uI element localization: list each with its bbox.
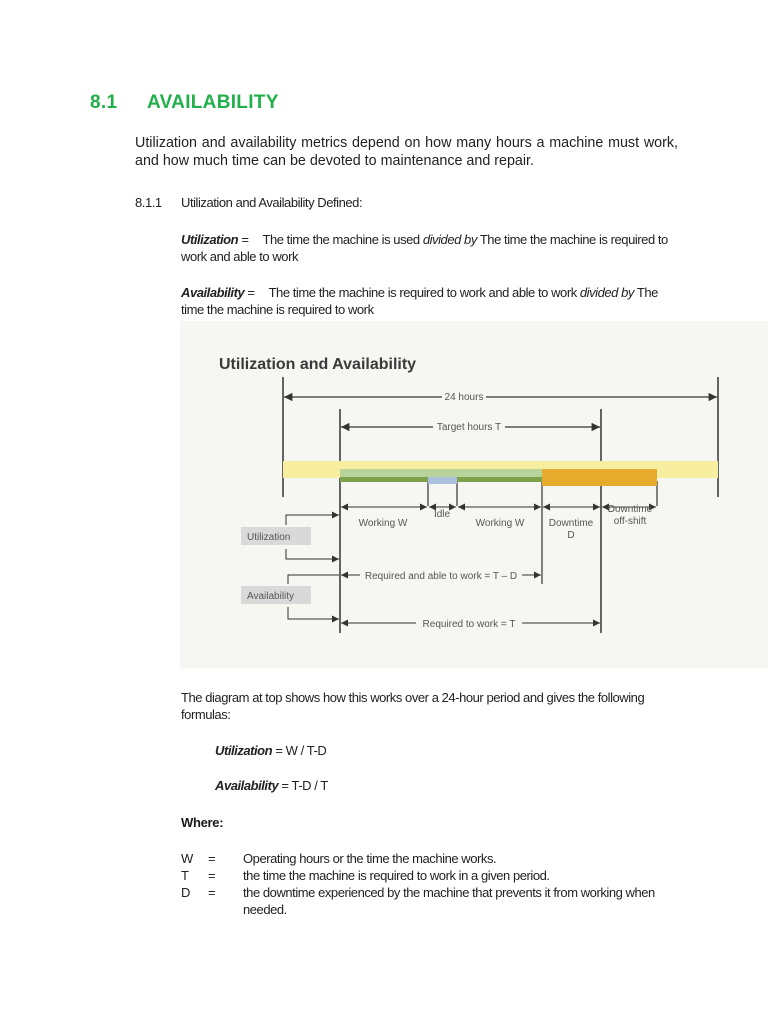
formula-availability bbox=[215, 778, 328, 793]
where-equals: = bbox=[208, 868, 216, 883]
availability-part1: The time the machine is required to work and able to work bbox=[268, 285, 580, 300]
label-idle: Idle bbox=[433, 509, 451, 520]
where-list bbox=[181, 850, 681, 918]
label-offshift-1: Downtime bbox=[607, 504, 653, 515]
intro-paragraph: Utilization and availability metrics depend on how many hours a machine must work, and how much time can be devoted to maintenance and repair. bbox=[135, 135, 678, 169]
utilization-divided: divided by bbox=[422, 232, 477, 247]
where-label: Where: bbox=[181, 815, 224, 830]
diagram-svg bbox=[180, 321, 768, 668]
availability-box-label: Availability bbox=[247, 591, 295, 602]
section-heading bbox=[90, 92, 279, 114]
subsection-title: Utilization and Availability Defined: bbox=[181, 195, 363, 210]
bar-idle bbox=[428, 477, 457, 484]
where-symbol: T bbox=[181, 868, 189, 883]
utilization-definition bbox=[181, 231, 679, 265]
bar-downtime bbox=[542, 469, 657, 486]
utilization-part1: The time the machine is used bbox=[262, 232, 423, 247]
label-working-1: Working W bbox=[358, 518, 408, 529]
label-24-hours: 24 hours bbox=[444, 392, 484, 403]
utilization-availability-diagram bbox=[180, 321, 768, 668]
availability-bracket-top bbox=[288, 575, 339, 584]
where-symbol: W bbox=[181, 851, 193, 866]
where-equals: = bbox=[208, 851, 216, 866]
label-downtime: Downtime bbox=[548, 518, 594, 529]
formula-availability-term: Availability bbox=[215, 778, 279, 793]
utilization-term: Utilization bbox=[181, 232, 239, 247]
formula-availability-rest: = T-D / T bbox=[278, 778, 328, 793]
list-item bbox=[181, 884, 681, 918]
label-working-2: Working W bbox=[475, 518, 525, 529]
availability-term: Availability bbox=[181, 285, 245, 300]
utilization-part2: The time the machine is required to work and able to work bbox=[181, 232, 668, 264]
diagram-explanation: The diagram at top shows how this works over a 24-hour period and gives the following formulas: bbox=[181, 690, 645, 722]
where-text: the time the machine is required to work in a given period. bbox=[243, 868, 550, 883]
utilization-eq: = bbox=[238, 232, 249, 247]
availability-bracket-bottom bbox=[288, 607, 339, 619]
availability-definition bbox=[181, 284, 679, 318]
label-required-able: Required and able to work = T – D bbox=[364, 571, 518, 582]
utilization-box-label: Utilization bbox=[247, 532, 291, 543]
subsection-number: 8.1.1 bbox=[135, 195, 162, 210]
formula-utilization-rest: = W / T-D bbox=[272, 743, 327, 758]
label-offshift-2: off-shift bbox=[613, 516, 647, 527]
availability-part2: The time the machine is required to work bbox=[181, 285, 658, 317]
where-text: the downtime experienced by the machine that prevents it from working when needed. bbox=[243, 885, 655, 917]
list-item bbox=[181, 850, 681, 867]
where-text: Operating hours or the time the machine works. bbox=[243, 851, 497, 866]
where-symbol: D bbox=[181, 885, 190, 900]
diagram-title: Utilization and Availability bbox=[219, 356, 417, 373]
label-downtime-d: D bbox=[567, 530, 575, 541]
label-required: Required to work = T bbox=[422, 619, 516, 630]
availability-eq: = bbox=[244, 285, 255, 300]
bar-target-light bbox=[340, 469, 542, 477]
availability-divided: divided by bbox=[579, 285, 634, 300]
formula-utilization-term: Utilization bbox=[215, 743, 273, 758]
where-equals: = bbox=[208, 885, 216, 900]
section-title: AVAILABILITY bbox=[147, 92, 279, 113]
utilization-bracket-bottom bbox=[286, 549, 339, 559]
utilization-bracket-top bbox=[286, 515, 339, 525]
list-item bbox=[181, 867, 681, 884]
formula-utilization bbox=[215, 743, 326, 758]
label-target-hours: Target hours T bbox=[436, 422, 502, 433]
section-number: 8.1 bbox=[90, 92, 118, 113]
